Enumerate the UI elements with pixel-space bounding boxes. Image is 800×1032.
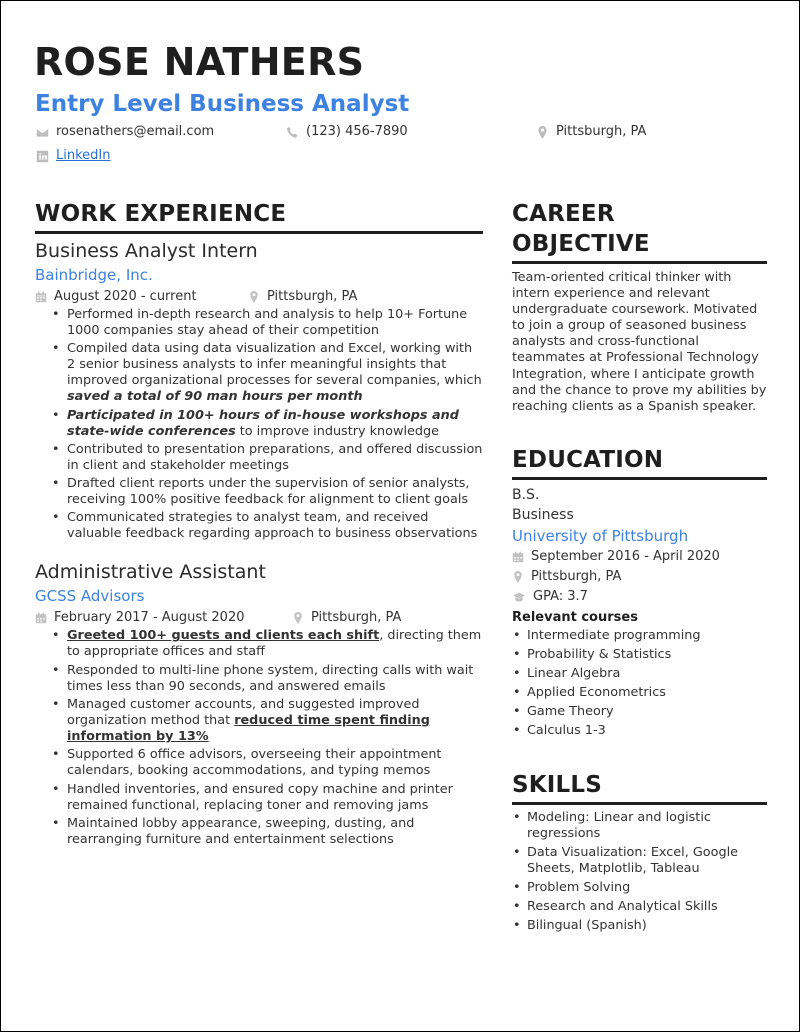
calendar-icon bbox=[35, 291, 47, 303]
bullet-text: , directing them to appropriate offices and staff bbox=[67, 628, 482, 660]
bullet-item: • Contributed to presentation preparations, and offered discussion in client and stakeholder meetings bbox=[35, 442, 483, 474]
left-column bbox=[35, 199, 483, 850]
relevant-courses-label: Relevant courses bbox=[512, 609, 638, 625]
job-meta bbox=[35, 609, 483, 627]
education-location-text: Pittsburgh, PA bbox=[531, 568, 622, 584]
location-text: Pittsburgh, PA bbox=[556, 124, 647, 139]
heading-line: CAREER bbox=[512, 201, 615, 227]
job-location-text: Pittsburgh, PA bbox=[311, 610, 402, 626]
course-item: • Game Theory bbox=[512, 704, 767, 720]
linkedin-icon bbox=[36, 150, 49, 163]
graduation-cap-icon bbox=[512, 591, 526, 603]
bullet-item: • Maintained lobby appearance, sweeping, dusting, and rearranging furniture and entertainment selections bbox=[35, 816, 483, 848]
envelope-icon bbox=[36, 126, 49, 139]
phone-icon bbox=[286, 126, 299, 139]
education-gpa bbox=[512, 587, 767, 607]
contact-phone bbox=[286, 123, 408, 141]
job-location bbox=[248, 288, 357, 306]
linkedin-link[interactable]: LinkedIn bbox=[56, 148, 111, 163]
map-pin-icon bbox=[512, 571, 524, 583]
company-name: GCSS Advisors bbox=[35, 587, 145, 606]
bullet-emphasis: Greeted 100+ guests and clients each shift bbox=[67, 628, 380, 644]
education-dates bbox=[512, 547, 767, 567]
bullet-text: to improve industry knowledge bbox=[235, 423, 440, 439]
bullet-item bbox=[35, 628, 483, 660]
job-meta bbox=[35, 288, 483, 306]
bullet-item: • Supported 6 office advisors, overseeing their appointment calendars, booking accommodations, and typing memos bbox=[35, 747, 483, 779]
education-entry bbox=[512, 485, 767, 739]
course-item: • Intermediate programming bbox=[512, 628, 767, 644]
map-pin-icon bbox=[292, 612, 304, 624]
job-title: Administrative Assistant bbox=[35, 561, 266, 584]
gpa-text: GPA: 3.7 bbox=[533, 588, 588, 604]
education-dates-text: September 2016 - April 2020 bbox=[531, 548, 720, 564]
map-pin-icon bbox=[248, 291, 260, 303]
education-heading: EDUCATION bbox=[512, 446, 664, 473]
candidate-title: Entry Level Business Analyst bbox=[35, 91, 410, 117]
job-bullets bbox=[35, 628, 483, 847]
candidate-name: ROSE NATHERS bbox=[34, 40, 365, 84]
degree: B.S. bbox=[512, 486, 540, 503]
company-name: Bainbridge, Inc. bbox=[35, 266, 153, 284]
right-column bbox=[512, 199, 767, 937]
section-divider bbox=[512, 261, 767, 264]
job-dates-text: February 2017 - August 2020 bbox=[54, 610, 245, 626]
job-entry bbox=[35, 560, 483, 847]
course-item: • Calculus 1-3 bbox=[512, 723, 767, 739]
course-item: • Probability & Statistics bbox=[512, 647, 767, 663]
section-divider bbox=[512, 802, 767, 805]
job-entry bbox=[35, 239, 483, 542]
bullet-item: • Handled inventories, and ensured copy machine and printer remained functional, replacing toner and removing jams bbox=[35, 782, 483, 814]
bullet-item bbox=[35, 697, 483, 745]
skill-item: • Data Visualization: Excel, Google Sheets, Matplotlib, Tableau bbox=[512, 845, 767, 877]
section-divider bbox=[35, 231, 483, 234]
bullet-emphasis: Participated in 100+ hours of in-house workshops and state-wide conferences bbox=[67, 407, 459, 439]
bullet-emphasis: reduced time spent finding information by 13% bbox=[67, 713, 430, 745]
field-of-study: Business bbox=[512, 506, 574, 523]
map-pin-icon bbox=[536, 126, 549, 139]
bullet-item: • Communicated strategies to analyst team, and received valuable feedback regarding approach to business observations bbox=[35, 510, 483, 542]
skill-item: • Modeling: Linear and logistic regressions bbox=[512, 810, 767, 842]
heading-line: OBJECTIVE bbox=[512, 231, 650, 257]
contact-email bbox=[36, 123, 214, 141]
contact-linkedin bbox=[36, 147, 110, 165]
course-item: • Applied Econometrics bbox=[512, 685, 767, 701]
bullet-item bbox=[35, 408, 483, 440]
calendar-icon bbox=[512, 551, 524, 563]
job-title: Business Analyst Intern bbox=[35, 240, 258, 262]
skills-heading: SKILLS bbox=[512, 771, 603, 798]
skill-item: • Bilingual (Spanish) bbox=[512, 918, 767, 934]
education-location bbox=[512, 567, 767, 587]
section-divider bbox=[512, 477, 767, 480]
work-experience-heading: WORK EXPERIENCE bbox=[35, 201, 287, 227]
job-dates-text: August 2020 - current bbox=[54, 289, 197, 304]
bullet-item: • Performed in-depth research and analysis to help 10+ Fortune 1000 companies stay ahead of their competition bbox=[35, 307, 483, 339]
bullet-item: • Drafted client reports under the supervision of senior analysts, receiving 100% positive feedback for alignment to client goals bbox=[35, 476, 483, 508]
bullet-emphasis: saved a total of 90 man hours per month bbox=[67, 389, 363, 405]
bullet-item: • Responded to multi-line phone system, directing calls with wait times less than 90 seconds, and answered emails bbox=[35, 663, 483, 695]
job-dates bbox=[35, 288, 248, 306]
objective-text: Team-oriented critical thinker with intern experience and relevant undergraduate coursework. Motivated to join a group of seasoned business analysts and cross-functional teammates at Professional Technology Integration, where I anticipate growth and the chance to prove my abilities by reaching clients as a Spanish speaker. bbox=[512, 270, 767, 414]
job-bullets bbox=[35, 307, 483, 542]
job-location bbox=[292, 609, 401, 627]
skills-list bbox=[512, 810, 767, 934]
job-dates bbox=[35, 609, 292, 627]
phone-text: (123) 456-7890 bbox=[306, 124, 408, 139]
course-list bbox=[512, 628, 767, 739]
career-objective-heading bbox=[512, 199, 767, 259]
bullet-item bbox=[35, 341, 483, 405]
bullet-text: Managed customer accounts, and suggested improved organization method that bbox=[67, 697, 420, 729]
skill-item: • Research and Analytical Skills bbox=[512, 899, 767, 915]
calendar-icon bbox=[35, 612, 47, 624]
bullet-text: Compiled data using data visualization and Excel, working with 2 senior business analysts to infer meaningful insights that improved organizational processes for several companies, which bbox=[67, 341, 482, 389]
school-name: University of Pittsburgh bbox=[512, 526, 689, 545]
email-text: rosenathers@email.com bbox=[56, 124, 215, 139]
course-item: • Linear Algebra bbox=[512, 666, 767, 682]
job-location-text: Pittsburgh, PA bbox=[267, 289, 358, 304]
contact-location bbox=[536, 123, 646, 141]
skill-item: • Problem Solving bbox=[512, 880, 767, 896]
